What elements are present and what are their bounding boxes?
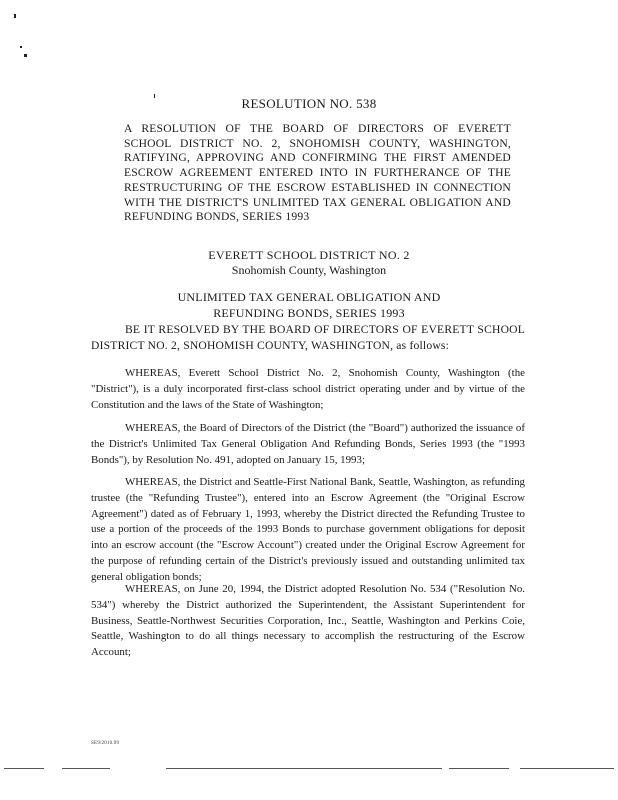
resolution-title: RESOLUTION NO. 538 [241, 96, 377, 111]
district-name: EVERETT SCHOOL DISTRICT NO. 2 [208, 248, 410, 262]
whereas-paragraph: WHEREAS, on June 20, 1994, the District adopted Resolution No. 534 ("Resolution No. 534") whereby the District authorized the Superintendent, the Assistant Superintendent for Business, Seattle-Northwest Securities Corporation, Inc., Seattle, Washington and Perkins Coie, Seattle, Washington to do all things necessary to accomplish the restructuring of the Escrow Account; [91, 583, 525, 659]
scan-speck [24, 54, 27, 57]
resolution-caption: A RESOLUTION OF THE BOARD OF DIRECTORS OF EVERETT SCHOOL DISTRICT NO. 2, SNOHOMISH COUNTY, WASHINGTON, RATIFYING, APPROVING AND CONFIRMING THE FIRST AMENDED ESCROW AGREEMENT ENTERED INTO IN FURTHERANCE OF THE RESTRUCTURING OF THE ESCROW ESTABLISHED IN CONNECTION WITH THE DISTRICT'S UNLIMITED TAX GENERAL OBLIGATION AND REFUNDING BONDS, SERIES 1993 [124, 122, 511, 224]
footer-code: SE9/2010.99 [91, 741, 120, 746]
scan-speck [20, 46, 22, 48]
scan-artifact-line [520, 768, 614, 769]
scan-artifact-line [4, 768, 44, 769]
scan-artifact-line [62, 768, 110, 769]
bond-title: UNLIMITED TAX GENERAL OBLIGATION AND REFUNDING BONDS, SERIES 1993 [177, 290, 441, 320]
whereas-paragraph: WHEREAS, the Board of Directors of the District (the "Board") authorized the issuance of the District's Unlimited Tax General Obligation And Refunding Bonds, Series 1993 (the "1993 Bonds"), by Resolution No. 491, adopted on January 15, 1993; [91, 422, 525, 466]
whereas-paragraph: WHEREAS, the District and Seattle-First National Bank, Seattle, Washington, as refunding trustee (the "Refunding Trustee"), entered into an Escrow Agreement (the "Original Escrow Agreement") dated as of February 1, 1993, whereby the District directed the Refunding Trustee to use a portion of the proceeds of the 1993 Bonds to purchase government obligations for deposit into an escrow account (the "Escrow Account") created under the Original Escrow Agreement for the purpose of refunding certain of the District's previously issued and outstanding unlimited tax general obligation bonds; [91, 476, 525, 583]
resolved-clause: BE IT RESOLVED BY THE BOARD OF DIRECTORS OF EVERETT SCHOOL DISTRICT NO. 2, SNOHOMISH COUNTY, WASHINGTON, as follows: [91, 323, 525, 352]
scan-speck [14, 14, 16, 18]
county-name: Snohomish County, Washington [231, 263, 387, 277]
whereas-paragraph: WHEREAS, Everett School District No. 2, Snohomish County, Washington (the "District"), is a duly incorporated first-class school district operating under and by virtue of the Constitution and the laws of the State of Washington; [91, 367, 525, 411]
scan-artifact-line [449, 768, 509, 769]
scan-artifact-line [166, 768, 442, 769]
